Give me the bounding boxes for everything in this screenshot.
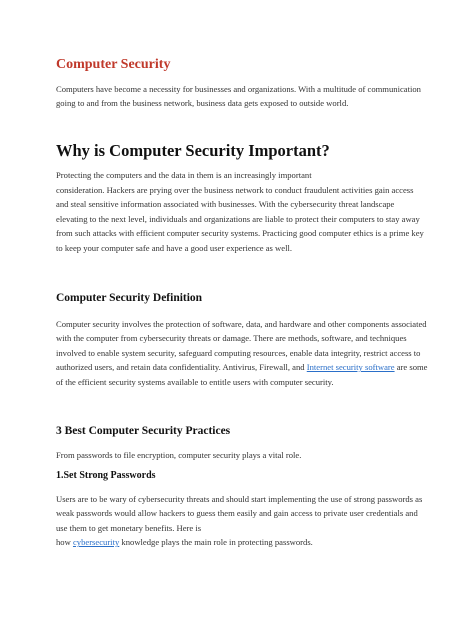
internet-security-software-link[interactable]: Internet security software xyxy=(306,362,395,373)
heading-why-important: Why is Computer Security Important? xyxy=(56,141,330,160)
passwords-paragraph xyxy=(56,492,428,550)
definition-text: Computer security involves the protection of software, data, and hardware and other components associated with the computer from cybersecurity threats or damage. There are methods, software, and techniques involved to enable system security, safeguard computing resources, enable data integrity, restrict access to authorized users, and retain data confidentiality. Antivirus, Firewall, and xyxy=(56,319,427,373)
practices-intro: From passwords to file encryption, computer security plays a vital role. xyxy=(56,450,302,460)
passwords-text: Users are to be wary of cybersecurity threats and should start implementing the use of strong passwords as weak passwords would allow hackers to guess them easily and gain access to private user credentials and use them to get monetary benefits. Here is xyxy=(56,494,423,533)
cybersecurity-link[interactable]: cybersecurity xyxy=(72,537,120,548)
definition-paragraph xyxy=(56,317,428,389)
passwords-text-continued: knowledge plays the main role in protecting passwords. xyxy=(121,537,313,548)
passwords-how: how xyxy=(56,537,71,548)
document-title: Computer Security xyxy=(56,57,171,72)
intro-paragraph: Computers have become a necessity for businesses and organizations. With a multitude of communication going to and from the business network, business data gets exposed to outside world. xyxy=(56,84,421,109)
heading-strong-passwords: 1.Set Strong Passwords xyxy=(56,470,156,481)
definition-text-continued: are some of the efficient security systems available to entitle users with computer security. xyxy=(56,362,428,387)
heading-definition: Computer Security Definition xyxy=(56,292,203,304)
why-paragraph: consideration. Hackers are prying over the business network to conduct fraudulent activities gain access and steal sensitive information associated with businesses. With the cybersecurity threat landscape elevating to the next level, individuals and organizations are liable to protect their computers to stay away from such attacks with efficient computer security systems. Practicing good computer ethics is a prime key to keep your computer safe and have a good user experience as well. xyxy=(56,185,424,253)
heading-best-practices: 3 Best Computer Security Practices xyxy=(56,425,231,437)
why-paragraph-line-1: Protecting the computers and the data in them is an increasingly important xyxy=(56,170,312,180)
